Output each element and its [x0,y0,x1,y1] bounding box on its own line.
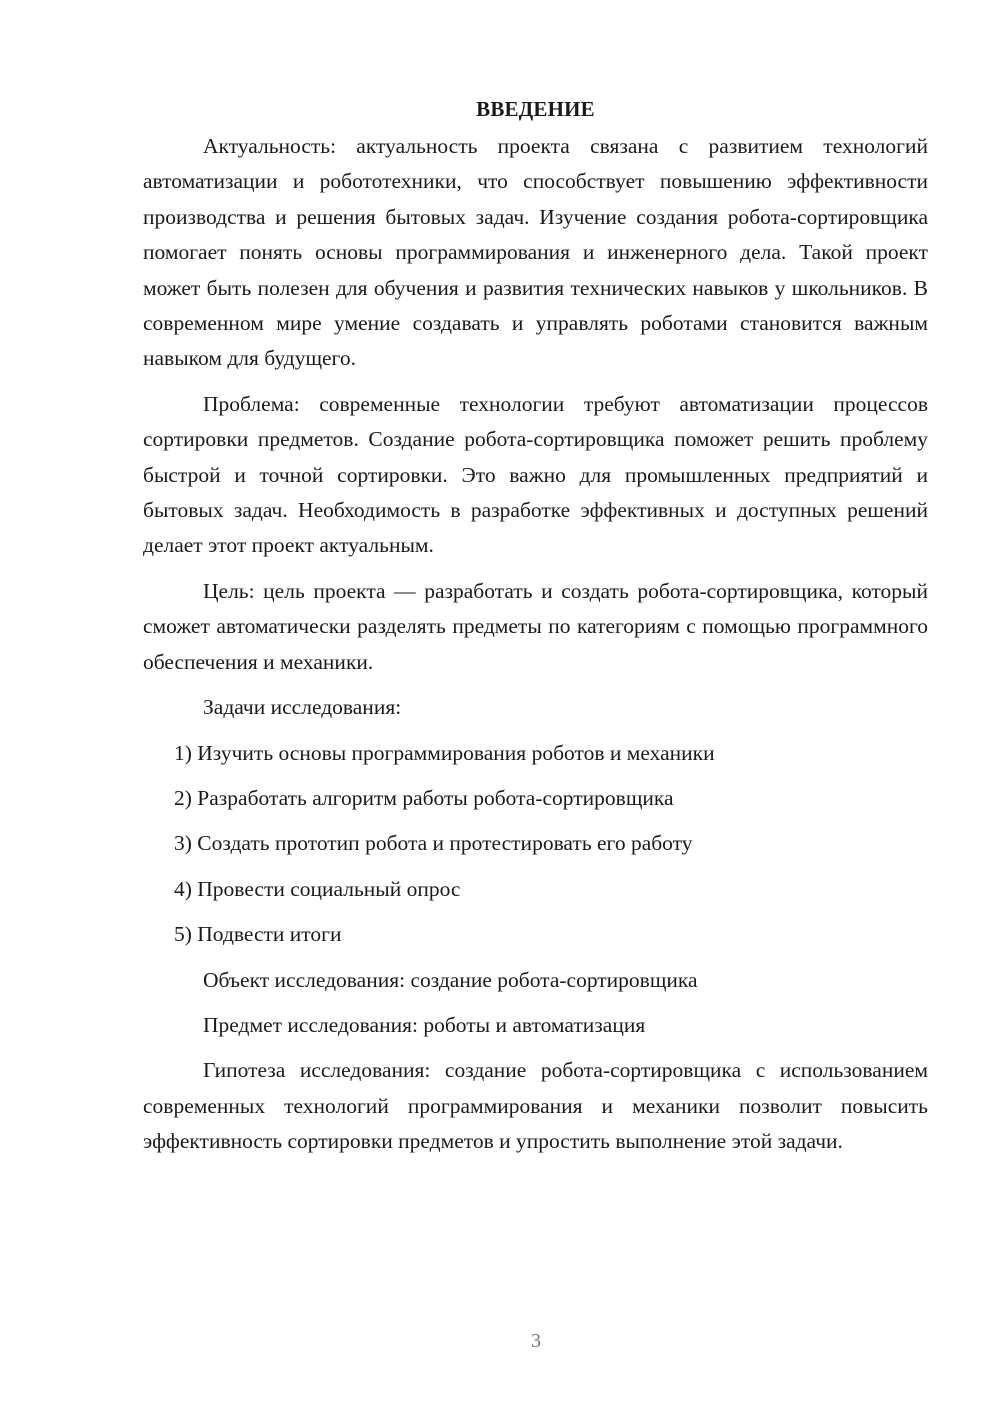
page-title: ВВЕДЕНИЕ [476,97,595,121]
hypothesis-paragraph: Гипотеза исследования: создание робота-сортировщика с использованием современных технологий программирования и механики позволит повысить эффективность сортировки предметов и упростить выполнение этой задачи. [143,1058,928,1154]
problem-paragraph: Проблема: современные технологии требуют автоматизации процессов сортировки предметов. Создание робота-сортировщика поможет решить проблему быстрой и точной сортировки. Это важно для промышленных предприятий и бытовых задач. Необходимость в разработке эффективных и доступных решений делает этот проект актуальным. [143,391,928,558]
page-number: 3 [531,1330,541,1352]
task-list-item: 3) Создать прототип робота и протестировать его работу [174,831,693,856]
relevance-paragraph: Актуальность: актуальность проекта связана с развитием технологий автоматизации и робототехники, что способствует повышению эффективности производства и решения бытовых задач. Изучение создания робота-сортировщика помогает понять основы программирования и инженерного дела. Такой проект может быть полезен для обучения и развития технических навыков у школьников. В современном мире умение создавать и управлять роботами становится важным навыком для будущего. [143,134,928,371]
goal-paragraph: Цель: цель проекта — разработать и создать робота-сортировщика, который сможет автоматически разделять предметы по категориям с помощью программного обеспечения и механики. [143,578,928,674]
task-list-item: 2) Разработать алгоритм работы робота-сортировщика [174,785,674,810]
document-page [143,92,928,1170]
research-subject: Предмет исследования: роботы и автоматизация [203,1012,646,1037]
task-list-item: 4) Провести социальный опрос [174,876,461,901]
task-list-item: 5) Подвести итоги [174,922,342,947]
tasks-heading: Задачи исследования: [203,695,402,720]
task-list-item: 1) Изучить основы программирования роботов и механики [174,740,715,765]
research-object: Объект исследования: создание робота-сортировщика [203,967,698,992]
